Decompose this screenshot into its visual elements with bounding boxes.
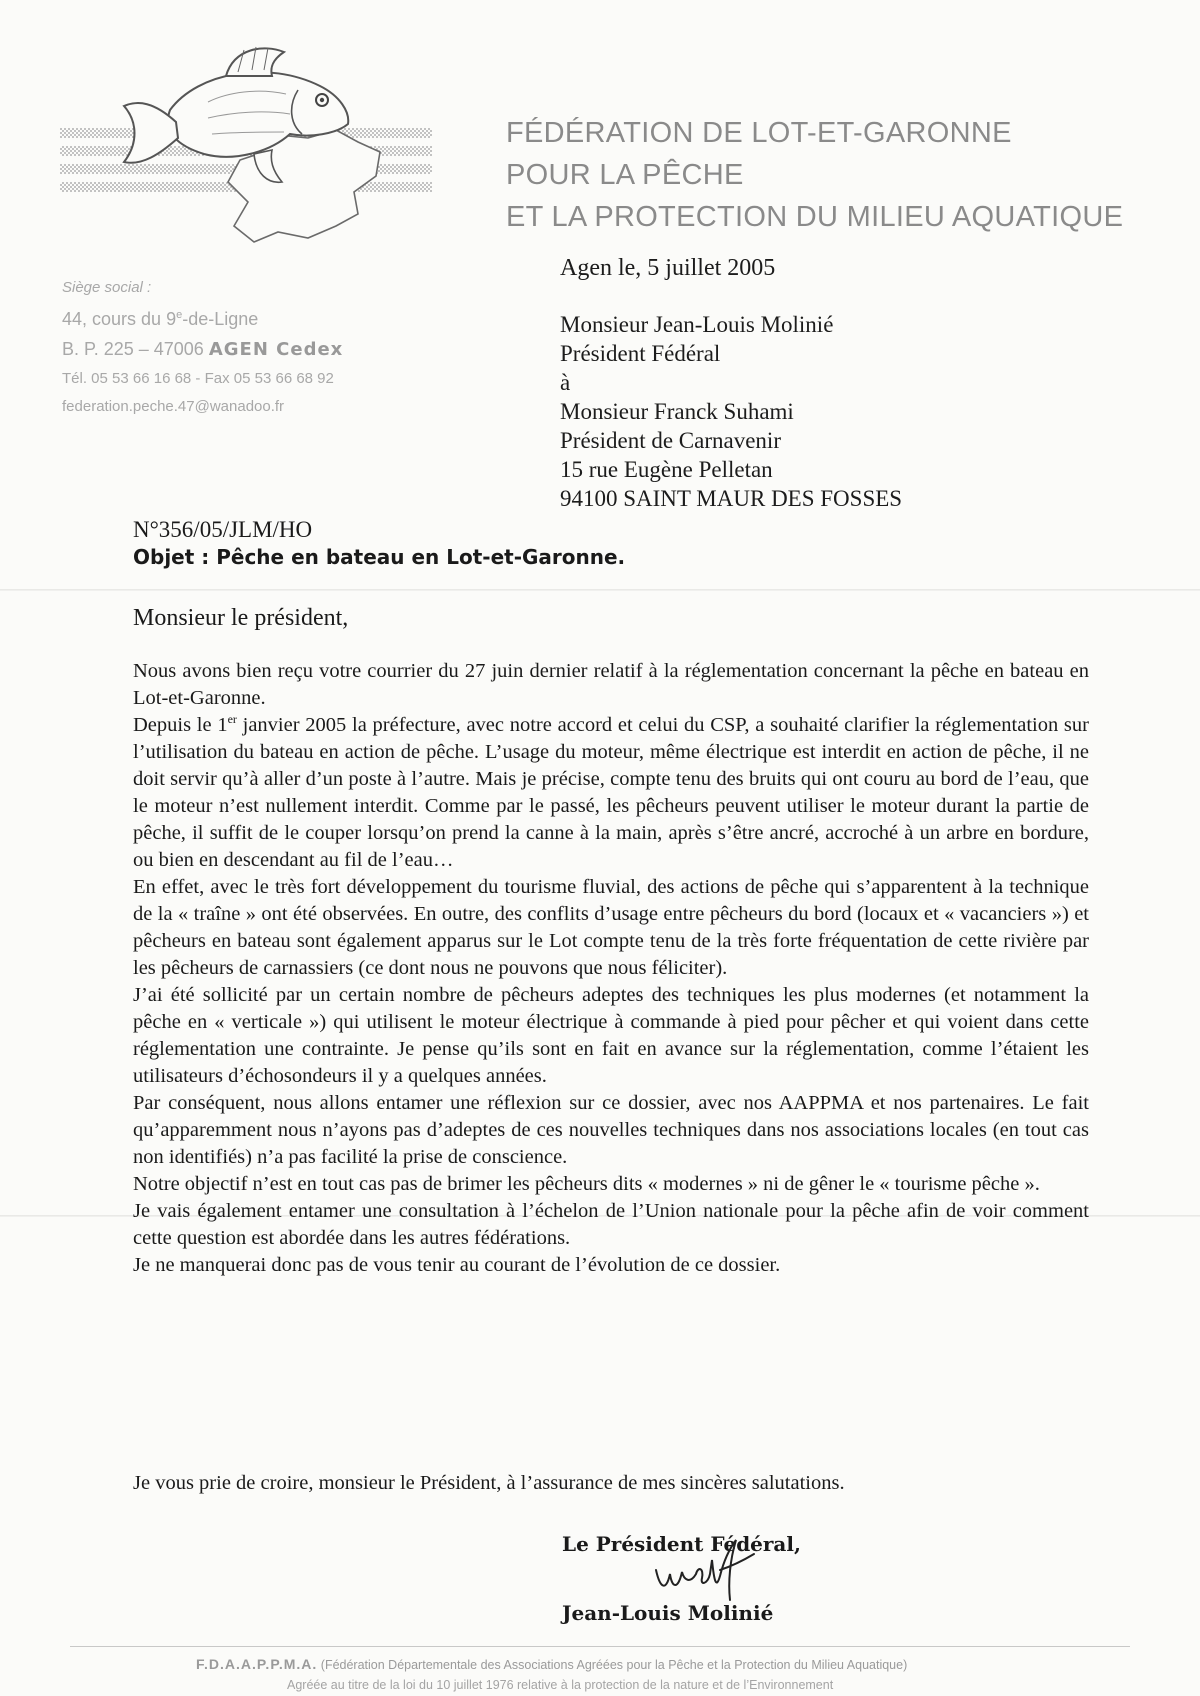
letter-subject: Objet : Pêche en bateau en Lot-et-Garonne. [133, 545, 626, 569]
address-block [560, 310, 902, 513]
footer-agreement: Agréée au titre de la loi du 10 juillet 1976 relative à la protection de la nature et de l’Environnement [287, 1678, 834, 1692]
body-paragraph: Je ne manquerai donc pas de vous tenir au courant de l’évolution de ce dossier. [133, 1254, 781, 1276]
address-line: 15 rue Eugène Pelletan [560, 457, 773, 482]
siege-bp: B. P. 225 – 47006 [62, 339, 204, 359]
footer-organisation [196, 1656, 907, 1672]
federation-title-line: POUR LA PÊCHE [506, 159, 744, 191]
signer-title: Le Président Fédéral, [562, 1532, 801, 1556]
address-line: à [560, 370, 571, 395]
federation-title [506, 112, 1123, 238]
footer-divider [70, 1646, 1130, 1647]
address-line: Président de Carnavenir [560, 428, 781, 453]
opening-salutation: Monsieur le président, [133, 605, 349, 631]
siege-street-end: -de-Ligne [182, 309, 259, 329]
body-paragraph: En effet, avec le très fort développement du tourisme fluvial, des actions de pêche qui s’apparentent à la technique de la « traîne » ont été observées. En outre, des conflits d’usage entre pêcheurs du bord (locaux et « vacanciers ») et pêcheurs en bateau sont également apparus sur le Lot compte tenu de la très forte fréquentation de cette rivière par les pêcheurs de carnassiers (ce dont nous ne pouvons que nous féliciter). [133, 876, 1089, 979]
signer-name: Jean-Louis Molinié [562, 1601, 774, 1625]
body-paragraph-rest: janvier 2005 la préfecture, avec notre accord et celui du CSP, a souhaité clarifier la réglementation sur l’utilisation du bateau en action de pêche. L’usage du moteur, même électrique est interdit en action de pêche, il ne doit servir qu’à aller d’un poste à l’autre. Mais je précise, compte tenu des bruits qui ont couru au bord de l’eau, que le moteur n’est nullement interdit. Comme par le passé, les pêcheurs peuvent utiliser le moteur durant la partie de pêche, il suffit de le couper lorsqu’on prend la canne à la main, après s’être ancré, accroché à un arbre en bordure, ou bien en descendant au fil de l’eau… [133, 714, 1089, 871]
siege-postal [62, 334, 343, 365]
paper-fold-top [0, 589, 1200, 591]
body-superscript: er [227, 712, 237, 727]
body-paragraph: J’ai été sollicité par un certain nombre de pêcheurs adeptes des techniques les plus modernes (et notamment la pêche en « verticale ») qui utilisent le moteur électrique à commande à pied pour pêcher et qui voient dans cette réglementation une contrainte. Je pense qu’ils sont en fait en avance sur la réglementation, comme l’étaient les utilisateurs d’échosondeurs il y a quelques années. [133, 984, 1089, 1087]
federation-logo [58, 42, 438, 252]
letter-body [133, 658, 1089, 1279]
footer-full-name: (Fédération Départementale des Associations Agréées pour la Pêche et la Protection du Milieu Aquatique) [320, 1658, 908, 1672]
siege-street-number: 44, cours du 9 [62, 309, 177, 329]
federation-title-line: ET LA PROTECTION DU MILIEU AQUATIQUE [506, 201, 1124, 233]
siege-label: Siège social : [62, 279, 152, 296]
body-paragraph [133, 712, 1089, 874]
siege-email: federation.peche.47@wanadoo.fr [62, 398, 285, 415]
body-paragraph: Notre objectif n’est en tout cas pas de brimer les pêcheurs dits « modernes » ni de gêner le « tourisme pêche ». [133, 1173, 1040, 1195]
address-line: Monsieur Franck Suhami [560, 399, 794, 424]
siege-street-sup: e [176, 309, 183, 321]
siege-social-block [62, 276, 343, 421]
body-paragraph: Par conséquent, nous allons entamer une réflexion sur ce dossier, avec nos AAPPMA et nos partenaires. Le fait qu’apparemment nous n’ayons pas d’adeptes de ces nouvelles techniques dans nos associations locales (en tout cas non identifiés) n’a pas facilité la prise de conscience. [133, 1092, 1089, 1168]
address-line: 94100 SAINT MAUR DES FOSSES [560, 486, 903, 511]
handwritten-signature [650, 1530, 760, 1610]
siege-street [62, 300, 343, 334]
body-paragraph-start: Depuis le 1 [133, 714, 228, 736]
reference-number: N°356/05/JLM/HO [133, 517, 313, 542]
body-paragraph: Nous avons bien reçu votre courrier du 27 juin dernier relatif à la réglementation concernant la pêche en bateau en Lot-et-Garonne. [133, 660, 1089, 709]
siege-phone: Tél. 05 53 66 16 68 - Fax 05 53 66 68 92 [62, 370, 334, 387]
body-paragraph: Je vais également entamer une consultation à l’échelon de l’Union nationale pour la pêche afin de voir comment cette question est abordée dans les autres fédérations. [133, 1200, 1089, 1249]
siege-city: AGEN Cedex [208, 339, 344, 360]
letter-date: Agen le, 5 juillet 2005 [560, 255, 776, 281]
address-line: Président Fédéral [560, 341, 721, 366]
closing-formula: Je vous prie de croire, monsieur le Président, à l’assurance de mes sincères salutations. [133, 1472, 845, 1494]
federation-title-line: FÉDÉRATION DE LOT-ET-GARONNE [506, 117, 1012, 149]
footer-abbreviation: F.D.A.A.P.P.M.A. [196, 1656, 318, 1672]
address-line: Monsieur Jean-Louis Molinié [560, 312, 834, 337]
